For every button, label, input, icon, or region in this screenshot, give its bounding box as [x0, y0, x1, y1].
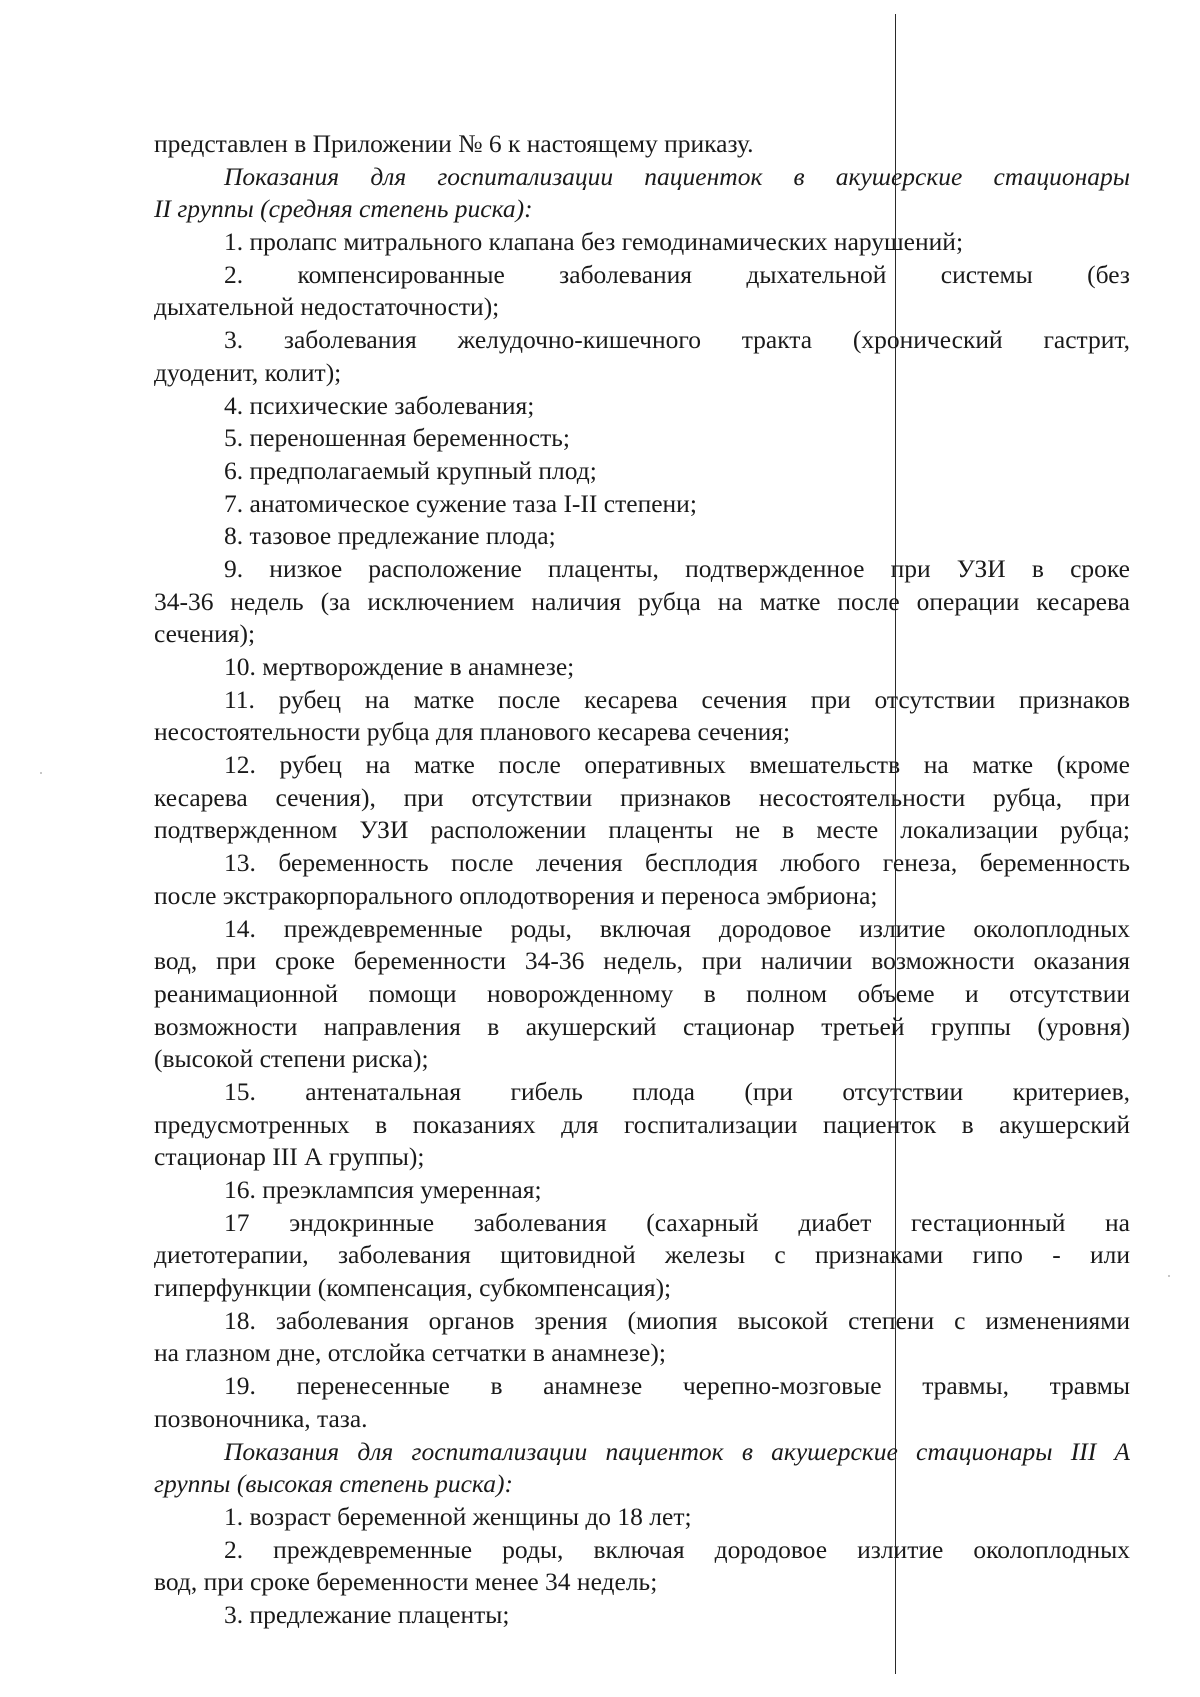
text-line: стационар III А группы);	[154, 1142, 425, 1172]
text-line: вод, при сроке беременности 34-36 недель, при наличии возможности оказания	[154, 946, 1130, 976]
text-line: предусмотренных в показаниях для госпитализации пациенток в акушерский	[154, 1109, 1130, 1139]
text-line: 2. компенсированные заболевания дыхательной системы (без	[224, 259, 1130, 289]
text-line: 17 эндокринные заболевания (сахарный диабет гестационный на	[224, 1207, 1130, 1237]
text-line: несостоятельности рубца для планового кесарева сечения;	[154, 717, 791, 747]
text-line: 2. преждевременные роды, включая дородовое излитие околоплодных	[224, 1534, 1130, 1564]
section-heading-line: группы (высокая степень риска):	[154, 1469, 513, 1499]
text-line: подтвержденном УЗИ расположении плаценты не в месте локализации рубца;	[154, 815, 1130, 845]
text-line: 11. рубец на матке после кесарева сечения при отсутствии признаков	[224, 684, 1130, 714]
document-body	[154, 128, 1130, 1632]
text-line: 1. пролапс митрального клапана без гемодинамических нарушений;	[224, 227, 964, 257]
text-line: на глазном дне, отслойка сетчатки в анамнезе);	[154, 1338, 666, 1368]
text-line: 18. заболевания органов зрения (миопия высокой степени с изменениями	[224, 1305, 1130, 1335]
text-line: 15. антенатальная гибель плода (при отсутствии критериев,	[224, 1076, 1130, 1106]
text-line: кесарева сечения), при отсутствии признаков несостоятельности рубца, при	[154, 782, 1130, 812]
text-line: 9. низкое расположение плаценты, подтвержденное при УЗИ в сроке	[224, 553, 1130, 583]
text-line: 4. психические заболевания;	[224, 390, 535, 420]
text-line: 8. тазовое предлежание плода;	[224, 521, 556, 551]
text-line: 6. предполагаемый крупный плод;	[224, 455, 597, 485]
section-heading-line: II группы (средняя степень риска):	[154, 194, 533, 224]
text-line: после экстракорпорального оплодотворения и переноса эмбриона;	[154, 880, 878, 910]
text-line: 5. переношенная беременность;	[224, 423, 570, 453]
scan-speck	[40, 772, 42, 774]
text-line: 16. преэклампсия умеренная;	[224, 1175, 542, 1204]
text-line: возможности направления в акушерский стационар третьей группы (уровня)	[154, 1011, 1130, 1041]
text-line: 12. рубец на матке после оперативных вмешательств на матке (кроме	[224, 750, 1130, 780]
section-heading-line: Показания для госпитализации пациенток в акушерские стационары III А	[224, 1436, 1130, 1466]
text-line: 3. предлежание плаценты;	[224, 1599, 510, 1629]
section-heading-line: Показания для госпитализации пациенток в акушерские стационары	[224, 161, 1130, 191]
text-line: вод, при сроке беременности менее 34 недель;	[154, 1567, 658, 1597]
text-line: сечения);	[154, 619, 256, 649]
text-line: дуоденит, колит);	[154, 357, 342, 387]
text-line: 14. преждевременные роды, включая дородовое излитие околоплодных	[224, 913, 1130, 943]
text-line: 1. возраст беременной женщины до 18 лет;	[224, 1501, 692, 1531]
text-line: (высокой степени риска);	[154, 1044, 429, 1074]
text-line: 3. заболевания желудочно-кишечного тракта (хронический гастрит,	[224, 325, 1130, 355]
text-line: 10. мертворождение в анамнезе;	[224, 652, 575, 681]
text-line: 7. анатомическое сужение таза I-II степени;	[224, 488, 697, 518]
text-line: 13. беременность после лечения бесплодия любого генеза, беременность	[224, 848, 1130, 878]
text-line: 19. перенесенные в анамнезе черепно-мозговые травмы, травмы	[224, 1371, 1130, 1401]
text-line: 34-36 недель (за исключением наличия рубца на матке после операции кесарева	[154, 586, 1130, 616]
text-line: диетотерапии, заболевания щитовидной железы с признаками гипо - или	[154, 1240, 1130, 1270]
text-line: дыхательной недостаточности);	[154, 292, 500, 322]
text-line: представлен в Приложении № 6 к настоящему приказу.	[154, 129, 754, 158]
text-line: гиперфункции (компенсация, субкомпенсация);	[154, 1273, 672, 1303]
text-line: позвоночника, таза.	[154, 1403, 368, 1433]
scan-speck	[1168, 1275, 1170, 1277]
text-line: реанимационной помощи новорожденному в полном объеме и отсутствии	[154, 978, 1130, 1008]
